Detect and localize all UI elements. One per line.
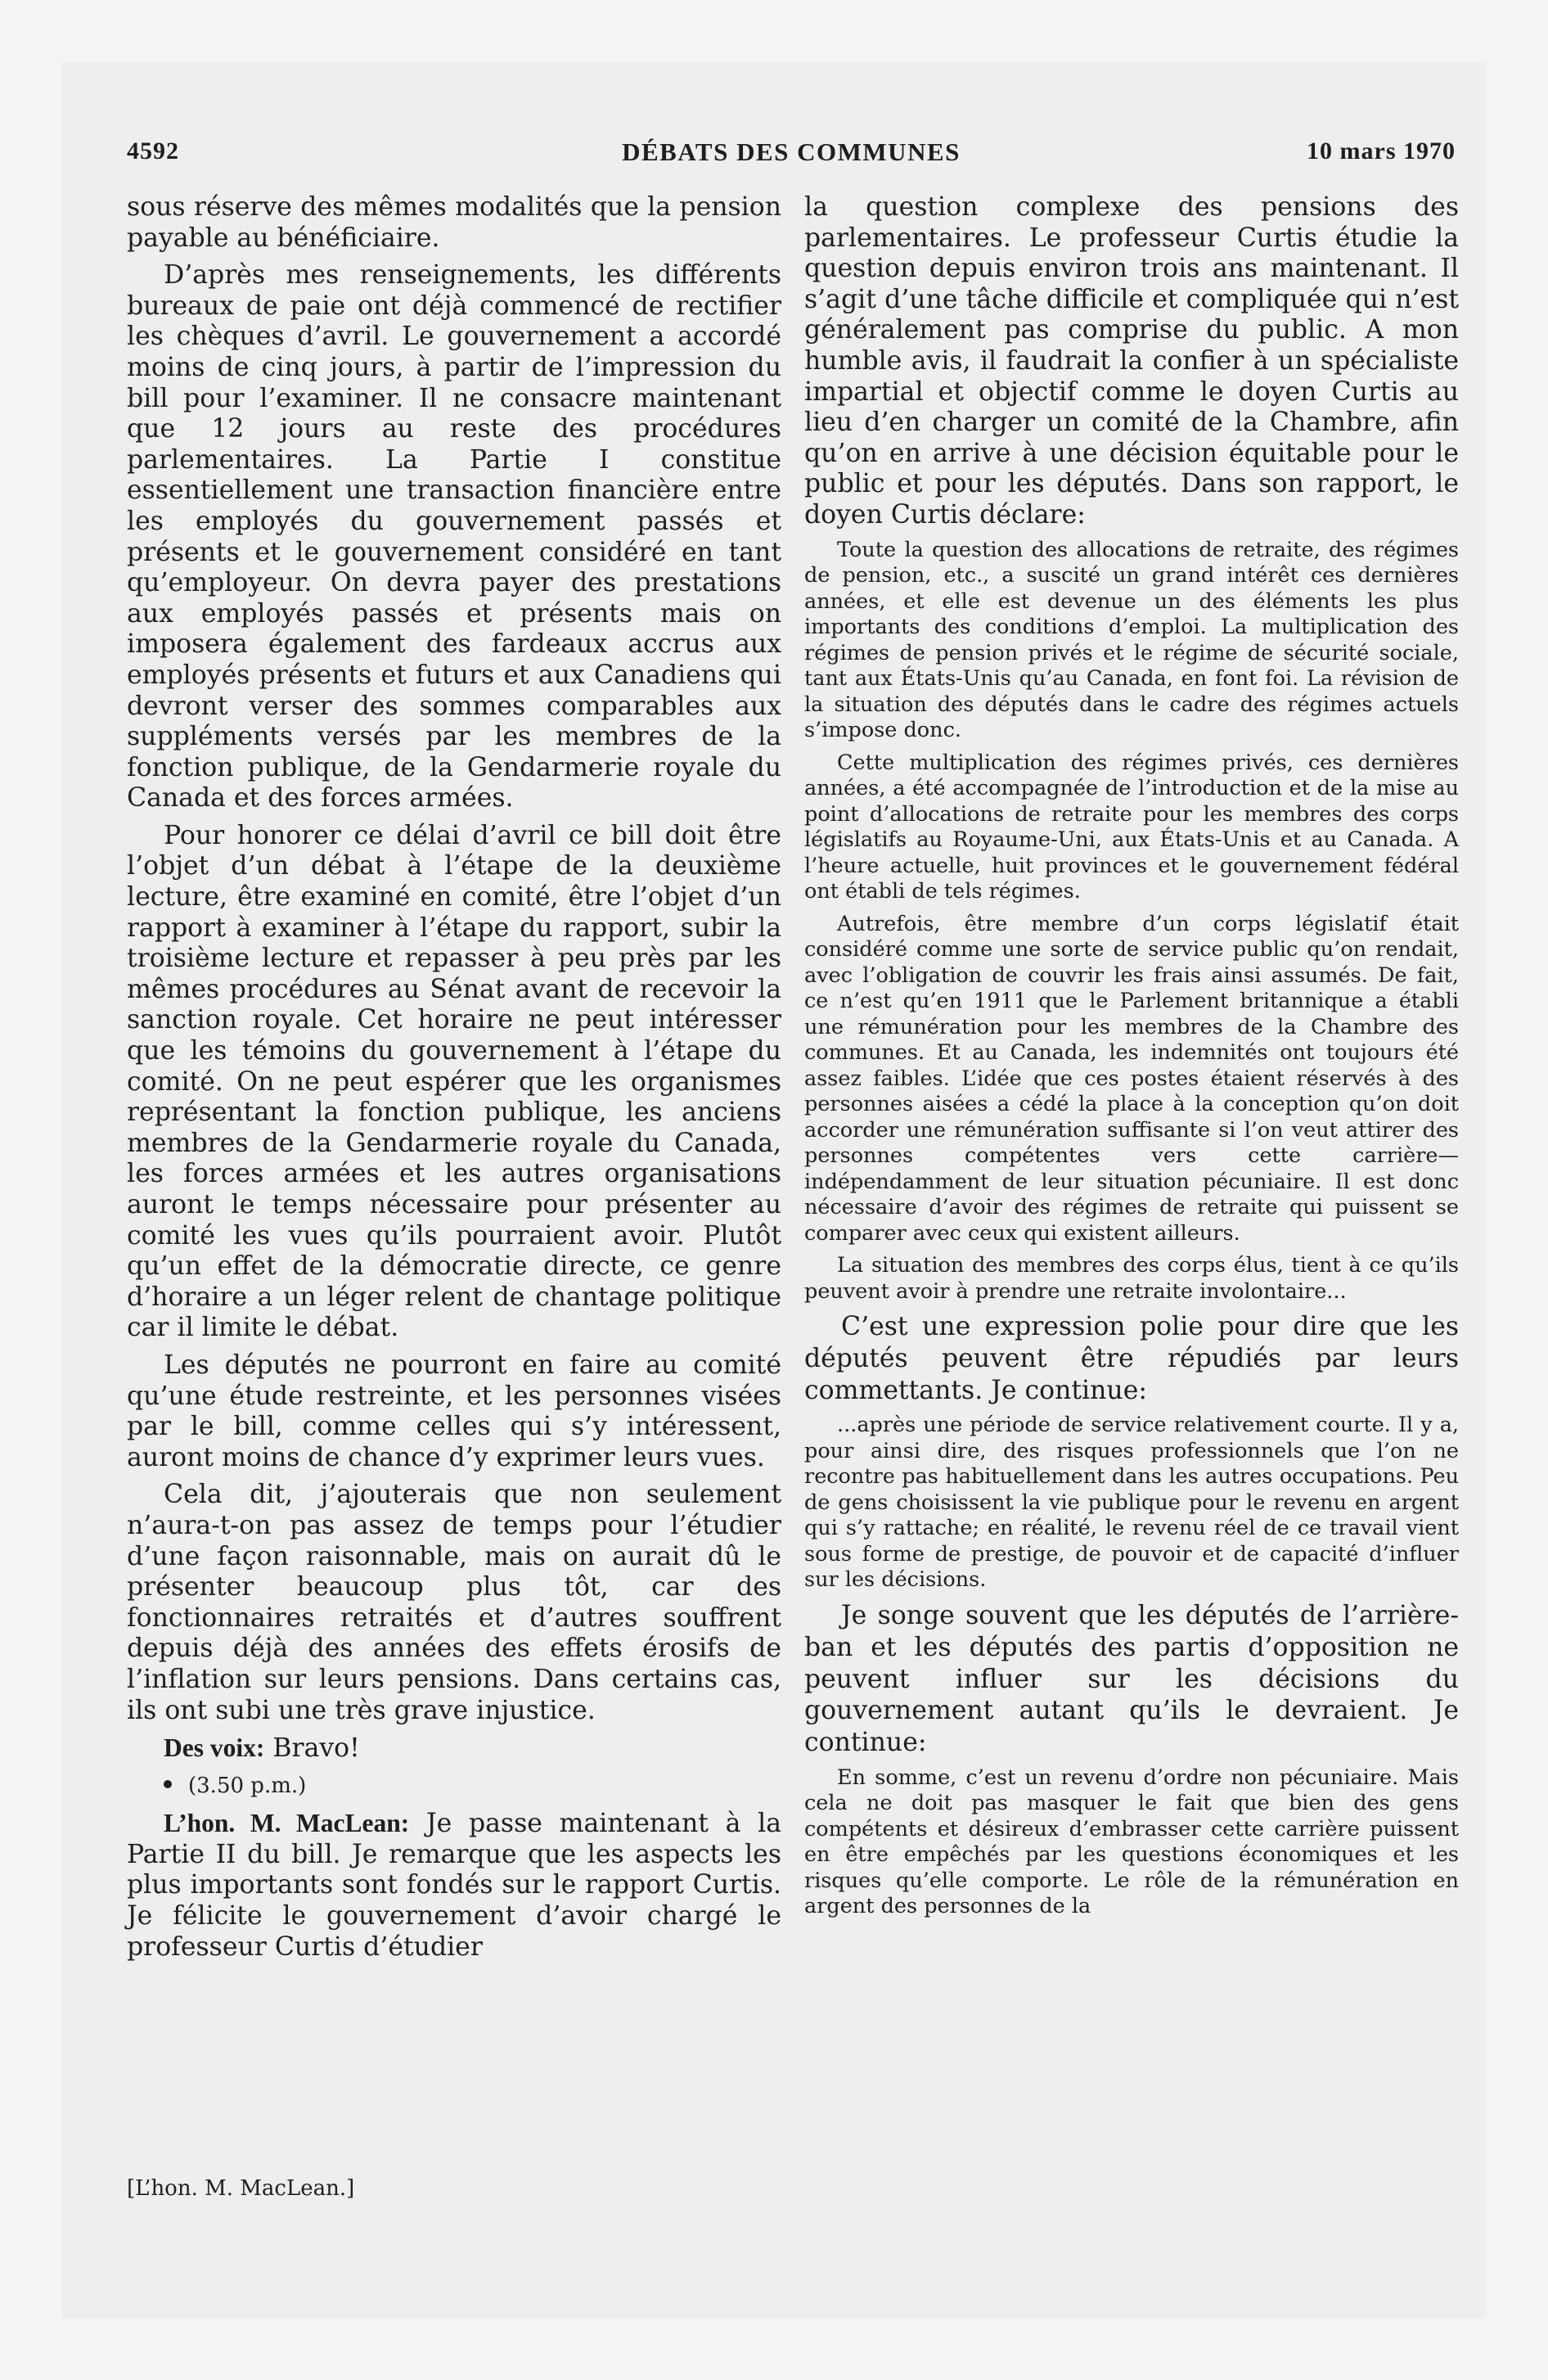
speaker-label: L’hon. M. MacLean:: [164, 1809, 410, 1838]
quote-paragraph: Cette multiplication des régimes privés, ces dernières années, a été accompagnée de l’introduction et de la mise au point d’allocations de retraite pour les membres des corps législatifs au Royaume-Uni, aux États-Unis et au Canada. A l’heure actuelle, huit provinces et le gouvernement fédéral ont établi de tels régimes.: [804, 750, 1459, 904]
page-number: 4592: [127, 137, 179, 165]
interjection: [127, 1733, 781, 1765]
timestamp-text: (3.50 p.m.): [188, 1773, 307, 1798]
quotation: [804, 1765, 1459, 1920]
issue-date: 10 mars 1970: [1307, 137, 1456, 165]
quotation: [804, 538, 1459, 1305]
quote-paragraph: Autrefois, être membre d’un corps législatif était considéré comme une sorte de service public qu’on rendait, avec l’obligation de couvrir les frais ainsi assumés. De fait, ce n’est qu’en 1911 que le Parlement britannique a établi une rémunération pour les membres de la Chambre des communes. Et au Canada, les indemnités ont toujours été assez faibles. L’idée que ces postes étaient réservés à des personnes aisées a cédé la place à la conception qu’on doit accorder une rémunération suffisante si l’on veut attirer des personnes compétentes vers cette carrière—indépendamment de leur situation pécuniaire. Il est donc nécessaire d’avoir des régimes de retraite qui puissent se comparer avec ceux qui existent ailleurs.: [804, 911, 1459, 1246]
quote-paragraph: Toute la question des allocations de retraite, des régimes de pension, etc., a suscité un grand intérêt ces dernières années, et elle est devenue un des éléments les plus importants des conditions d’emploi. La multiplication des régimes de pension privés et le régime de sécurité sociale, tant aux États-Unis qu’au Canada, en font foi. La révision de la situation des députés dans le cadre des régimes actuels s’impose donc.: [804, 537, 1459, 743]
speaker-label: Des voix:: [164, 1733, 265, 1763]
interjection-text: Bravo!: [272, 1733, 360, 1764]
right-column: [804, 192, 1459, 1927]
quotation: [804, 1413, 1459, 1593]
left-column: [127, 192, 782, 2201]
quote-paragraph: En somme, c’est un revenu d’ordre non pécuniaire. Mais cela ne doit pas masquer le fait que bien des gens compétents et désireux d’embrasser cette carrière puissent en être empêchés par les questions économiques et les risques qu’elle comporte. Le rôle de la rémunération en argent des personnes de la: [804, 1765, 1459, 1919]
paragraph: D’après mes renseignements, les différents bureaux de paie ont déjà commencé de rectifier les chèques d’avril. Le gouvernement a accordé moins de cinq jours, à partir de l’impression du bill pour l’examiner. Il ne consacre maintenant que 12 jours au reste des procédures parlementaires. La Partie I constitue essentiellement une transaction financière entre les employés du gouvernement passés et présents et le gouvernement considéré en tant qu’employeur. On devra payer des prestations aux employés passés et présents mais on imposera également des fardeaux accrus aux employés présents et futurs et aux Canadiens qui devront verser des sommes comparables aux suppléments versés par les membres de la fonction publique, de la Gendarmerie royale du Canada et des forces armées.: [127, 260, 781, 814]
timestamp: [127, 1771, 781, 1802]
paragraph: la question complexe des pensions des parlementaires. Le professeur Curtis étudie la question depuis environ trois ans maintenant. Il s’agit d’une tâche difficile et compliquée qui n’est généralement pas comprise du public. A mon humble avis, il faudrait la confier à un spécialiste impartial et objectif comme le doyen Curtis au lieu d’en charger un comité de la Chambre, afin qu’on en arrive à une décision équitable pour le public et pour les députés. Dans son rapport, le doyen Curtis déclare:: [804, 192, 1459, 530]
publication-title: DÉBATS DES COMMUNES: [622, 137, 961, 166]
quote-paragraph: La situation des membres des corps élus, tient à ce qu’ils peuvent avoir à prendre une retraite involontaire...: [804, 1253, 1459, 1304]
paragraph: Les députés ne pourront en faire au comité qu’une étude restreinte, et les personnes visées par le bill, comme celles qui s’y intéressent, auront moins de chance d’y exprimer leurs vues.: [127, 1350, 781, 1472]
speaker-attribution: [L’hon. M. MacLean.]: [127, 2176, 355, 2201]
paragraph: Je songe souvent que les députés de l’arrière-ban et les députés des partis d’opposition ne peuvent influer sur les décisions du gouvernement autant qu’ils le devraient. Je continue:: [804, 1600, 1459, 1758]
quote-paragraph: ...après une période de service relativement courte. Il y a, pour ainsi dire, des risques professionnels que l’on ne recontre pas habituellement dans les autres occupations. Peu de gens choisissent la vie publique pour le revenu en argent qui s’y rattache; en réalité, le revenu réel de ce travail vient sous forme de prestige, de pouvoir et de capacité d’influer sur les décisions.: [804, 1413, 1459, 1593]
bullet-icon: [164, 1780, 172, 1788]
speech-text: Je passe maintenant à la Partie II du bill. Je remarque que les aspects les plus importants sont fondés sur le rapport Curtis. Je félicite le gouvernement d’avoir chargé le professeur Curtis d’étudier: [127, 1809, 782, 1962]
paragraph: Cela dit, j’ajouterais que non seulement n’aura-t-on pas assez de temps pour l’étudier d’une façon raisonnable, mais on aurait dû le présenter beaucoup plus tôt, car des fonctionnaires retraités et d’autres souffrent depuis déjà des années des effets érosifs de l’inflation sur leurs pensions. Dans certains cas, ils ont subi une très grave injustice.: [127, 1480, 781, 1725]
paragraph: C’est une expression polie pour dire que les députés peuvent être répudiés par leurs commettants. Je continue:: [804, 1312, 1459, 1405]
paragraph: sous réserve des mêmes modalités que la pension payable au bénéficiaire.: [127, 192, 781, 253]
paragraph: Pour honorer ce délai d’avril ce bill doit être l’objet d’un débat à l’étape de la deuxième lecture, être examiné en comité, être l’objet d’un rapport à examiner à l’étape du rapport, subir la troisième lecture et repasser à peu près par les mêmes procédures au Sénat avant de recevoir la sanction royale. Cet horaire ne peut intéresser que les témoins du gouvernement à l’étape du comité. On ne peut espérer que les organismes représentant la fonction publique, les anciens membres de la Gendarmerie royale du Canada, les forces armées et les autres organisations auront le temps nécessaire pour présenter au comité les vues qu’ils pourraient avoir. Plutôt qu’un effet de la démocratie directe, ce genre d’horaire a un léger relent de chantage politique car il limite le débat.: [127, 820, 781, 1343]
running-head: [127, 137, 1456, 170]
speech-paragraph: [127, 1808, 781, 1963]
